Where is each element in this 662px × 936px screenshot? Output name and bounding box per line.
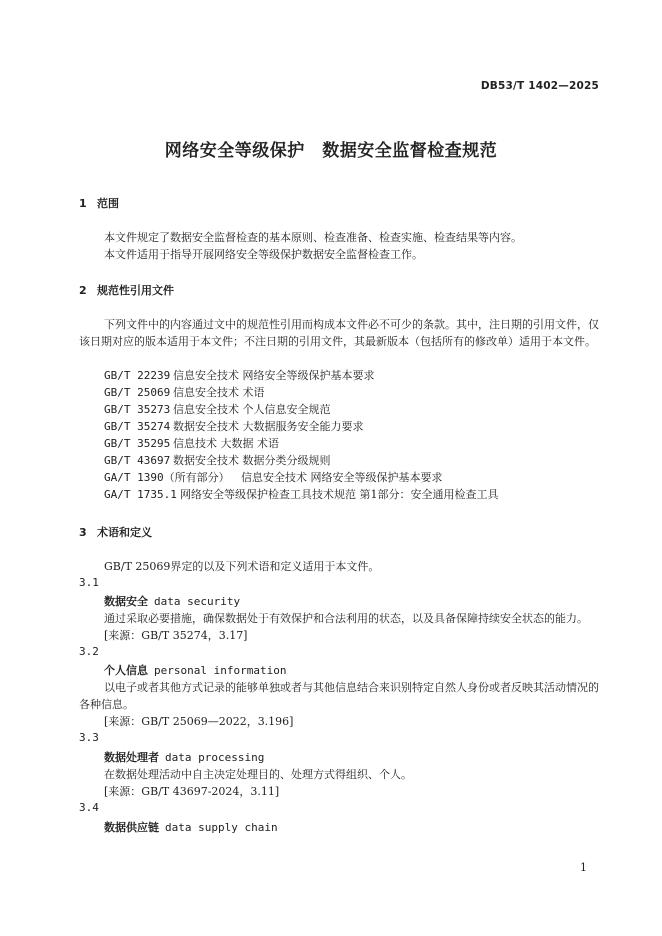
ref-code: GB/T 35273 [104,403,171,416]
reference-item [104,469,443,485]
section-title: 范围 [97,197,119,210]
paragraph: 本文件适用于指导开展网络安全等级保护数据安全监督检查工作。 [104,248,423,261]
ref-title: 信息技术 大数据 术语 [173,437,279,450]
ref-code: GB/T 25069 [104,386,171,399]
ref-title: 信息安全技术 术语 [173,386,265,399]
reference-item [104,486,499,502]
reference-item [104,401,331,417]
term-source: [来源：GB/T 25069—2022，3.196] [104,715,294,728]
term-number: 3.2 [79,645,99,658]
term-source: [来源：GB/T 43697-2024，3.11] [104,785,280,798]
doc-code: DB53/T 1402—2025 [480,80,599,92]
term-heading [104,819,278,835]
ref-title: 数据安全技术 大数据服务安全能力要求 [173,420,364,433]
term-heading [104,662,286,678]
term-en: personal information [154,664,287,677]
term-zh: 数据安全 [104,595,148,608]
ref-code: GA/T 1735.1 [104,488,177,501]
section-number: 2 [79,284,87,297]
term-heading [104,749,264,765]
section-1-heading [79,195,119,211]
reference-item [104,418,364,434]
reference-item [104,384,265,400]
section-number: 1 [79,197,87,210]
paragraph: 下列文件中的内容通过文中的规范性引用而构成本文件必不可少的条款。其中，注日期的引用文件，仅该日期对应的版本适用于本文件；不注日期的引用文件，其最新版本（包括所有的修改单）适用于本文件。 [79,318,599,348]
reference-item [104,452,331,468]
page-number: 1 [580,861,587,874]
ref-title: 网络安全等级保护检查工具技术规范 第1部分：安全通用检查工具 [180,488,499,501]
ref-title: 数据安全技术 数据分类分级规则 [173,454,331,467]
reference-item [104,435,279,451]
section-title: 术语和定义 [97,526,152,539]
ref-code: GB/T 35295 [104,437,171,450]
term-number: 3.4 [79,801,99,814]
page-title: 网络安全等级保护 数据安全监督检查规范 [164,141,498,161]
term-zh: 数据处理者 [104,751,159,764]
term-definition: 以电子或者其他方式记录的能够单独或者与其他信息结合来识别特定自然人身份或者反映其活动情况的各种信息。 [79,681,599,711]
term-definition: 在数据处理活动中自主决定处理目的、处理方式得组织、个人。 [104,768,412,781]
paragraph: GB/T 25069界定的以及下列术语和定义适用于本文件。 [104,560,380,573]
term-zh: 个人信息 [104,664,148,677]
paragraph: 本文件规定了数据安全监督检查的基本原则、检查准备、检查实施、检查结果等内容。 [104,231,522,244]
section-3-heading [79,524,152,540]
ref-code: GB/T 35274 [104,420,171,433]
term-en: data security [154,595,241,608]
term-definition: 通过采取必要措施，确保数据处于有效保护和合法利用的状态，以及具备保障持续安全状态的能力。 [104,612,588,625]
term-en: data processing [165,751,265,764]
ref-code: GB/T 43697 [104,454,171,467]
ref-title: 信息安全技术 网络安全等级保护基本要求 [241,471,443,484]
term-source: [来源：GB/T 35274，3.17] [104,629,248,642]
ref-title: 信息安全技术 个人信息安全规范 [173,403,331,416]
ref-code: GA/T 1390（所有部分） [104,471,230,484]
reference-item [104,367,375,383]
term-heading [104,593,240,609]
term-en: data supply chain [165,821,278,834]
term-number: 3.1 [79,576,99,589]
term-zh: 数据供应链 [104,821,159,834]
section-title: 规范性引用文件 [97,284,174,297]
section-2-heading [79,282,174,298]
term-number: 3.3 [79,731,99,744]
section-number: 3 [79,526,87,539]
ref-code: GB/T 22239 [104,369,171,382]
ref-title: 信息安全技术 网络安全等级保护基本要求 [173,369,375,382]
